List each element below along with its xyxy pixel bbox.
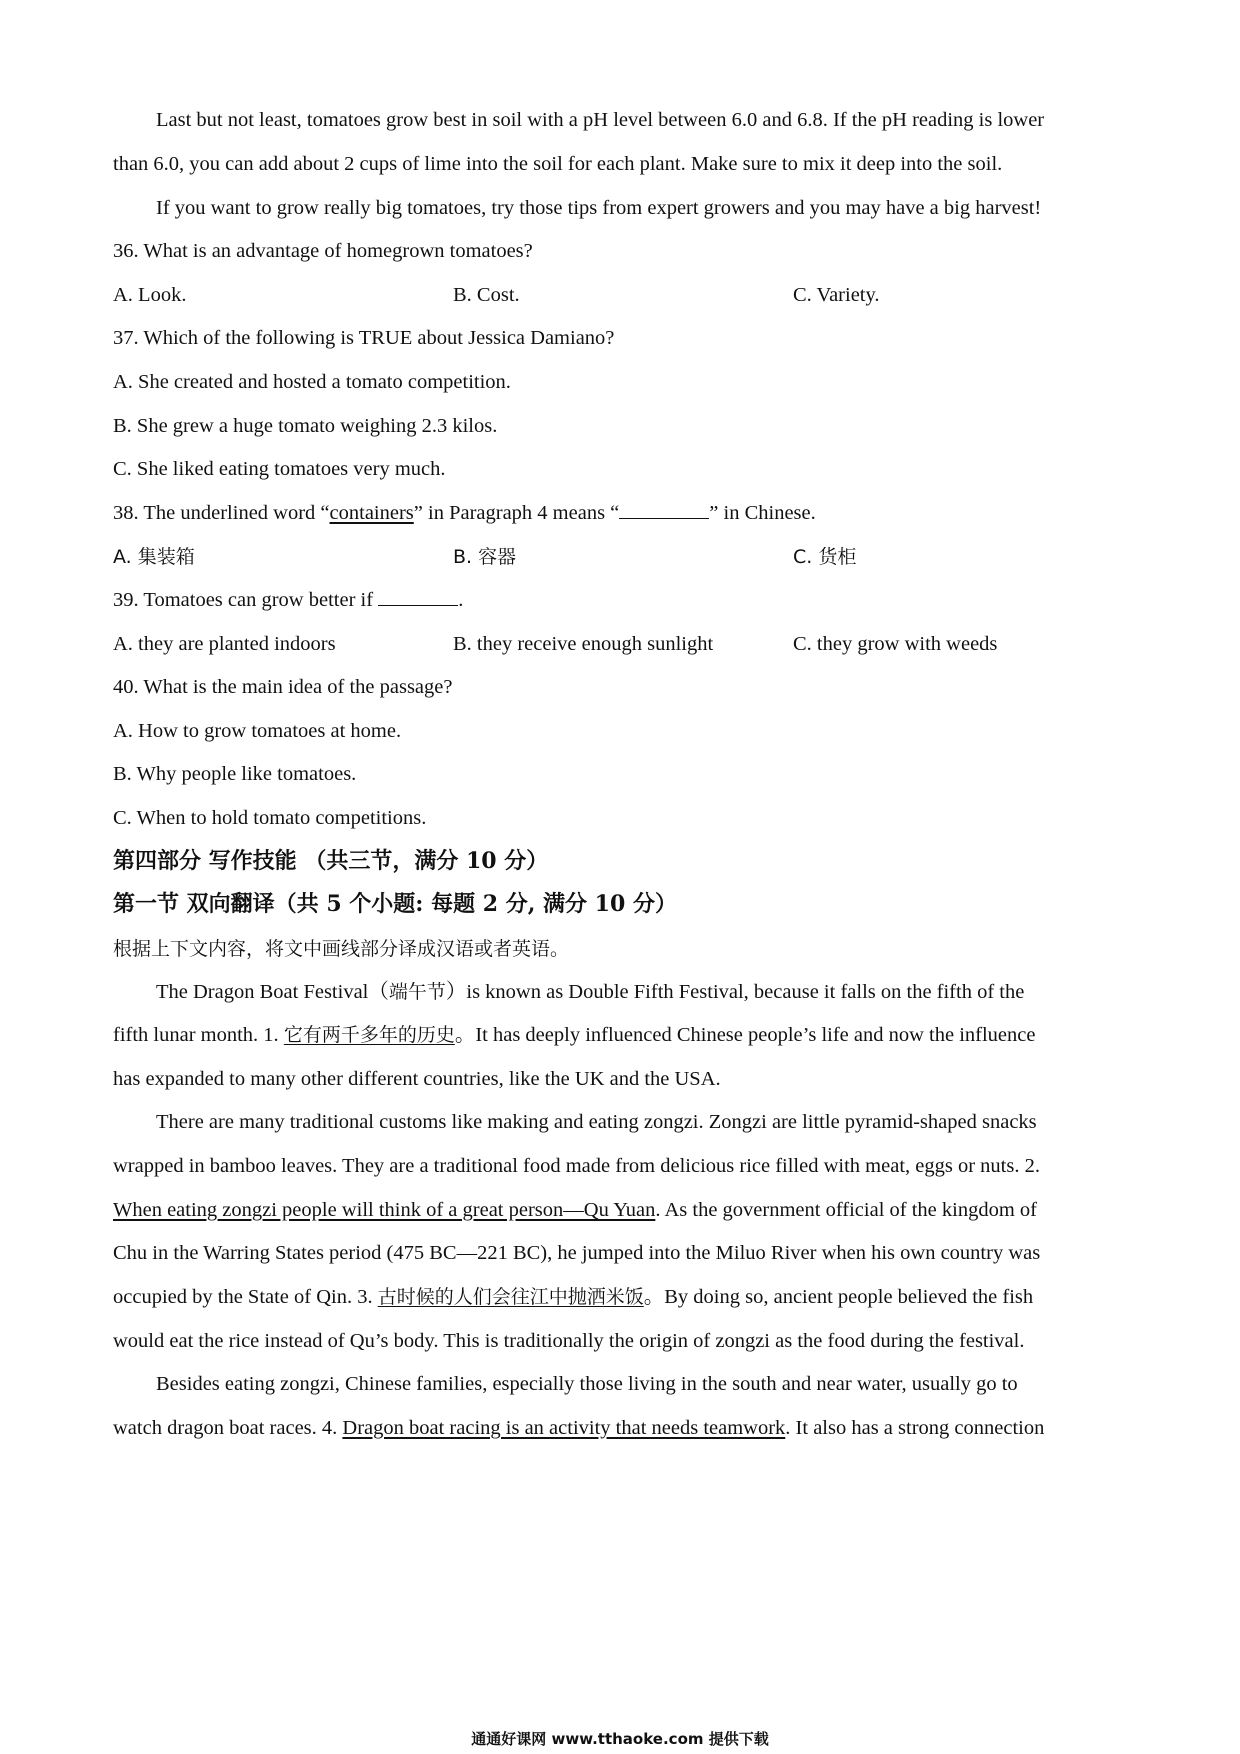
translation-item-1: 它有两千多年的历史 bbox=[283, 1024, 455, 1046]
text-span: 。It has deeply influenced Chinese people’s life and now the influence bbox=[454, 1024, 1036, 1046]
q37-option-c[interactable]: C. She liked eating tomatoes very much. bbox=[113, 458, 446, 480]
q37-option-b[interactable]: B. She grew a huge tomato weighing 2.3 kilos. bbox=[113, 415, 498, 437]
passage-line bbox=[113, 1196, 1037, 1224]
text-span: occupied by the State of Qin. 3. bbox=[113, 1286, 378, 1308]
q38-stem-part: 38. The underlined word “ bbox=[113, 502, 330, 524]
q40-option-c[interactable]: C. When to hold tomato competitions. bbox=[113, 807, 427, 829]
q38-stem-part: ” in Chinese. bbox=[709, 502, 816, 524]
passage-line: There are many traditional customs like making and eating zongzi. Zongzi are little pyramid-shaped snacks bbox=[156, 1111, 1037, 1133]
q40-option-b[interactable]: B. Why people like tomatoes. bbox=[113, 763, 357, 785]
answer-blank[interactable] bbox=[619, 500, 709, 519]
text-span: . It also has a strong connection bbox=[785, 1417, 1045, 1439]
text-span: The Dragon Boat Festival（ bbox=[156, 981, 389, 1003]
passage-line bbox=[113, 1021, 1035, 1049]
answer-blank[interactable] bbox=[378, 587, 458, 606]
translation-item-2: When eating zongzi people will think of a great person—Qu Yuan bbox=[113, 1199, 656, 1221]
underlined-word: containers bbox=[329, 502, 414, 524]
q37-option-a[interactable]: A. She created and hosted a tomato competition. bbox=[113, 371, 511, 393]
passage-line: If you want to grow really big tomatoes, try those tips from expert growers and you may have a big harvest! bbox=[156, 197, 1042, 219]
q38-option-c[interactable]: C. 货柜 bbox=[793, 546, 857, 568]
text-span: 。By doing so, ancient people believed the fish bbox=[643, 1286, 1034, 1308]
question-39-stem bbox=[113, 586, 463, 614]
passage-line: Last but not least, tomatoes grow best in soil with a pH level between 6.0 and 6.8. If the pH reading is lower bbox=[156, 109, 1045, 131]
section-4-heading: 第四部分 写作技能 （共三节，满分 10 分） bbox=[113, 848, 549, 874]
text-span: fifth lunar month. 1. bbox=[113, 1024, 284, 1046]
text-span: . As the government official of the kingdom of bbox=[655, 1199, 1037, 1221]
text-span: 端午节 bbox=[388, 981, 446, 1003]
q38-option-a[interactable]: A. 集装箱 bbox=[113, 546, 195, 568]
passage-line bbox=[156, 978, 1024, 1006]
page-footer: 通通好课网 www.tthaoke.com 提供下载 bbox=[471, 1730, 769, 1748]
passage-line: Besides eating zongzi, Chinese families, especially those living in the south and near water, usually go to bbox=[156, 1373, 1018, 1395]
q39-stem-part: 39. Tomatoes can grow better if bbox=[113, 589, 379, 611]
section-1-heading: 第一节 双向翻译（共 5 个小题: 每题 2 分, 满分 10 分） bbox=[113, 891, 677, 917]
passage-line bbox=[113, 1414, 1044, 1442]
translation-item-3: 古时候的人们会往江中抛洒米饭 bbox=[377, 1286, 644, 1308]
question-36-stem: 36. What is an advantage of homegrown tomatoes? bbox=[113, 240, 533, 262]
q39-stem-part: . bbox=[458, 589, 464, 611]
question-40-stem: 40. What is the main idea of the passage? bbox=[113, 676, 453, 698]
passage-line: Chu in the Warring States period (475 BC—221 BC), he jumped into the Miluo River when his own country was bbox=[113, 1242, 1041, 1264]
text-span: watch dragon boat races. 4. bbox=[113, 1417, 343, 1439]
q36-option-a[interactable]: A. Look. bbox=[113, 284, 187, 306]
passage-line bbox=[113, 1283, 1033, 1311]
passage-line: has expanded to many other different countries, like the UK and the USA. bbox=[113, 1068, 721, 1090]
instruction: 根据上下文内容，将文中画线部分译成汉语或者英语。 bbox=[113, 938, 570, 960]
q36-option-b[interactable]: B. Cost. bbox=[453, 284, 520, 306]
question-37-stem: 37. Which of the following is TRUE about Jessica Damiano? bbox=[113, 327, 615, 349]
q36-option-c[interactable]: C. Variety. bbox=[793, 284, 880, 306]
question-38-stem bbox=[113, 499, 816, 527]
q38-stem-part: ” in Paragraph 4 means “ bbox=[413, 502, 620, 524]
passage-line: than 6.0, you can add about 2 cups of lime into the soil for each plant. Make sure to mix it deep into the soil. bbox=[113, 153, 1003, 175]
passage-line: wrapped in bamboo leaves. They are a traditional food made from delicious rice filled with meat, eggs or nuts. 2. bbox=[113, 1155, 1040, 1177]
q39-option-c[interactable]: C. they grow with weeds bbox=[793, 633, 998, 655]
passage-line: would eat the rice instead of Qu’s body. This is traditionally the origin of zongzi as the food during the festival. bbox=[113, 1330, 1025, 1352]
q38-option-b[interactable]: B. 容器 bbox=[453, 546, 517, 568]
translation-item-4: Dragon boat racing is an activity that needs teamwork bbox=[342, 1417, 786, 1439]
q40-option-a[interactable]: A. How to grow tomatoes at home. bbox=[113, 720, 402, 742]
q39-option-b[interactable]: B. they receive enough sunlight bbox=[453, 633, 714, 655]
q39-option-a[interactable]: A. they are planted indoors bbox=[113, 633, 336, 655]
text-span: ）is known as Double Fifth Festival, because it falls on the fifth of the bbox=[445, 981, 1025, 1003]
